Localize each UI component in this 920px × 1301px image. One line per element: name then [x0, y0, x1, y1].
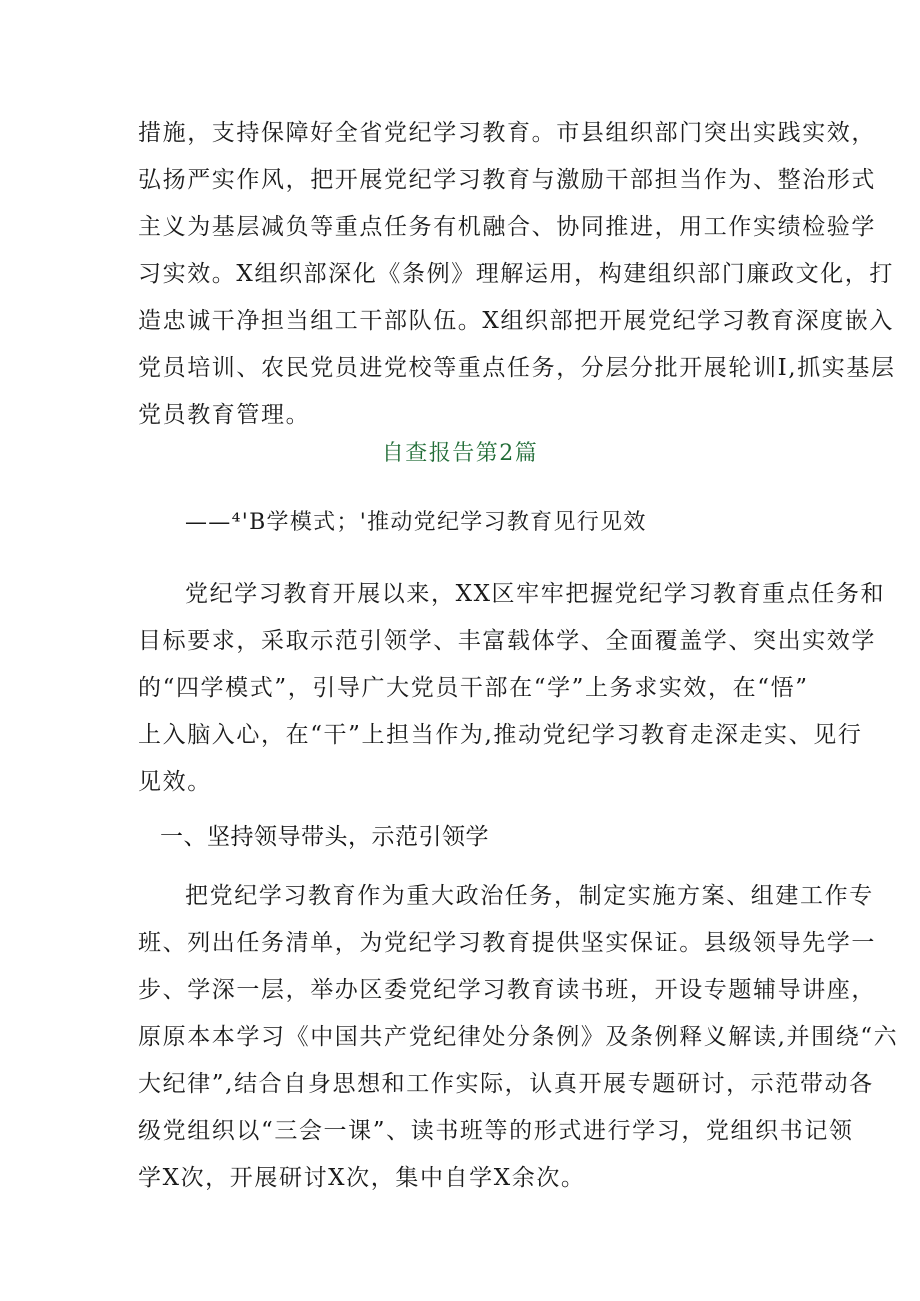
- text-line: 党员教育管理。: [138, 402, 311, 428]
- text-line: 原原本本学习《中国共产党纪律处分条例》及条例释义解读,并围绕“六: [138, 1024, 899, 1050]
- text-line: 级党组织以“三会一课”、读书班等的形式进行学习，党组织书记领: [138, 1118, 854, 1144]
- text-line: 习实效。X组织部深化《条例》理解运用，构建组织部门廉政文化，打: [138, 261, 894, 287]
- text-line: 造忠诚干净担当组工干部队伍。X组织部把开展党纪学习教育深度嵌入: [138, 308, 894, 334]
- text-line: 的“四学模式”，引导广大党员干部在“学”上务求实效，在“悟”: [138, 675, 809, 701]
- text-line: 党员培训、农民党员进党校等重点任务，分层分批开展轮训I,抓实基层: [138, 355, 896, 381]
- subtitle: ——⁴'B学模式；'推动党纪学习教育见行见效: [185, 510, 647, 535]
- text-line: 党纪学习教育开展以来，XX区牢牢把握党纪学习教育重点任务和: [185, 581, 886, 607]
- text-line: 班、列出任务清单，为党纪学习教育提供坚实保证。县级领导先学一: [138, 930, 876, 956]
- text-line: 见效。: [138, 769, 212, 795]
- section-heading: 一、坚持领导带头，示范引领学: [160, 824, 489, 850]
- text-line: 措施，支持保障好全省党纪学习教育。市县组织部门突出实践实效，: [138, 120, 876, 146]
- text-line: 上入脑入心，在“干”上担当作为,推动党纪学习教育走深走实、见行: [138, 722, 863, 748]
- text-line: 弘扬严实作风，把开展党纪学习教育与激励干部担当作为、整治形式: [138, 167, 876, 193]
- text-line: 步、学深一层，举办区委党纪学习教育读书班，开设专题辅导讲座，: [138, 977, 876, 1003]
- text-line: 大纪律”,结合自身思想和工作实际，认真开展专题研讨，示范带动各: [138, 1071, 874, 1097]
- text-line: 把党纪学习教育作为重大政治任务，制定实施方案、组建工作专: [185, 883, 874, 909]
- text-line: 目标要求，采取示范引领学、丰富载体学、全面覆盖学、突出实效学: [138, 628, 876, 654]
- section-title: 自查报告第2篇: [381, 441, 539, 466]
- text-line: 主义为基层减负等重点任务有机融合、协同推进，用工作实绩检验学: [138, 214, 876, 240]
- text-line: 学X次，开展研讨X次，集中自学X余次。: [138, 1165, 586, 1191]
